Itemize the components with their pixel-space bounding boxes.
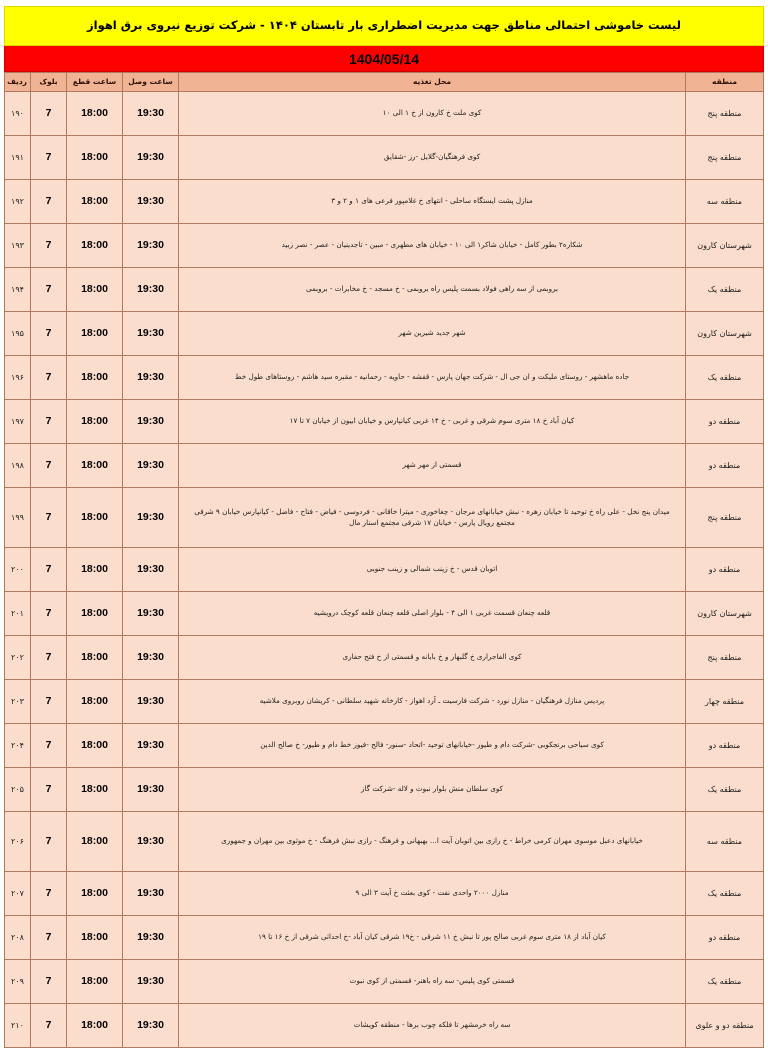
on-time-cell: 19:30: [123, 180, 179, 224]
table-row: [5, 488, 764, 548]
off-time-cell: 18:00: [67, 180, 123, 224]
off-time-cell: 18:00: [67, 224, 123, 268]
table-row: [5, 916, 764, 960]
location-cell: جاده ماهشهر - روستای ملیکت و ان جی ال - شرکت جهان پارس - قفشه - حاویه - رحمانیه - مقبره سید هاشم - روستاهای طول خط: [179, 356, 686, 400]
on-time-cell: 19:30: [123, 812, 179, 872]
region-cell: منطقه پنج: [686, 136, 764, 180]
region-cell: منطقه دو: [686, 724, 764, 768]
on-time-cell: 19:30: [123, 960, 179, 1004]
row-number-cell: ۱۹۵: [5, 312, 31, 356]
block-cell: 7: [31, 268, 67, 312]
table-row: [5, 960, 764, 1004]
off-time-cell: 18:00: [67, 268, 123, 312]
outage-table: [4, 72, 764, 1048]
off-time-cell: 18:00: [67, 1004, 123, 1048]
table-row: [5, 724, 764, 768]
block-cell: 7: [31, 312, 67, 356]
column-header-location: محل تغذیه: [179, 73, 686, 92]
table-row: [5, 680, 764, 724]
location-cell: خیابانهای دعبل موسوی مهران کرمی خراط - خ رازی بین اتوبان آیت ا... بهبهانی و فرهنگ - رازی نبش فرهنگ - خ موثوی بین مهران و جمهوری: [179, 812, 686, 872]
block-cell: 7: [31, 444, 67, 488]
row-number-cell: ۲۰۹: [5, 960, 31, 1004]
row-number-cell: ۲۰۵: [5, 768, 31, 812]
off-time-cell: 18:00: [67, 636, 123, 680]
block-cell: 7: [31, 1004, 67, 1048]
on-time-cell: 19:30: [123, 1004, 179, 1048]
off-time-cell: 18:00: [67, 812, 123, 872]
location-cell: منازل ۲۰۰۰ واحدی نفت - کوی بعثت خ آیت ۳ الی ۹: [179, 872, 686, 916]
region-cell: شهرستان کارون: [686, 224, 764, 268]
location-cell: بروبمی از سه راهی فولاد بسمت پلیس راه بروبمی - خ مسجد - خ مخابرات - بروبمی: [179, 268, 686, 312]
row-number-cell: ۱۹۴: [5, 268, 31, 312]
column-header-block: بلوک: [31, 73, 67, 92]
on-time-cell: 19:30: [123, 224, 179, 268]
row-number-cell: ۲۰۲: [5, 636, 31, 680]
row-number-cell: ۲۰۸: [5, 916, 31, 960]
table-row: [5, 356, 764, 400]
table-row: [5, 268, 764, 312]
region-cell: منطقه پنج: [686, 92, 764, 136]
on-time-cell: 19:30: [123, 268, 179, 312]
on-time-cell: 19:30: [123, 488, 179, 548]
table-row: [5, 1004, 764, 1048]
off-time-cell: 18:00: [67, 960, 123, 1004]
region-cell: منطقه یک: [686, 356, 764, 400]
off-time-cell: 18:00: [67, 312, 123, 356]
off-time-cell: 18:00: [67, 136, 123, 180]
table-row: [5, 92, 764, 136]
on-time-cell: 19:30: [123, 680, 179, 724]
region-cell: شهرستان کارون: [686, 312, 764, 356]
table-row: [5, 548, 764, 592]
location-cell: قلعه چنعان قسمت غربی ۱ الی ۴ - بلوار اصلی قلعه چنعان قلعه کوچک درویشیه: [179, 592, 686, 636]
location-cell: سه راه خرمشهر تا فلکه چوب برها - منطقه کویشات: [179, 1004, 686, 1048]
off-time-cell: 18:00: [67, 768, 123, 812]
location-cell: منازل پشت ایستگاه ساحلی - انتهای خ غلامپور فرعی های ۱ و ۲ و ۳: [179, 180, 686, 224]
on-time-cell: 19:30: [123, 592, 179, 636]
region-cell: منطقه دو: [686, 444, 764, 488]
date-banner: [4, 46, 764, 72]
region-cell: منطقه یک: [686, 768, 764, 812]
location-cell: شکاره۲ بطور کامل - خیابان شاکر۱ الی ۱۰ - خیابان های مطهری - مبین - تاجدینیان - عصر - نصر زبید: [179, 224, 686, 268]
table-header-row: [5, 73, 764, 92]
off-time-cell: 18:00: [67, 92, 123, 136]
table-row: [5, 768, 764, 812]
on-time-cell: 19:30: [123, 312, 179, 356]
row-number-cell: ۲۰۰: [5, 548, 31, 592]
table-row: [5, 312, 764, 356]
title-banner: [4, 6, 764, 46]
on-time-cell: 19:30: [123, 872, 179, 916]
block-cell: 7: [31, 768, 67, 812]
location-cell: قسمتی کوی پلیس- سه راه باهنر- قسمتی از کوی نبوت: [179, 960, 686, 1004]
on-time-cell: 19:30: [123, 136, 179, 180]
row-number-cell: ۱۹۱: [5, 136, 31, 180]
column-header-region: منطقه: [686, 73, 764, 92]
block-cell: 7: [31, 592, 67, 636]
row-number-cell: ۱۹۷: [5, 400, 31, 444]
block-cell: 7: [31, 488, 67, 548]
row-number-cell: ۲۰۱: [5, 592, 31, 636]
region-cell: منطقه یک: [686, 268, 764, 312]
region-cell: منطقه یک: [686, 960, 764, 1004]
block-cell: 7: [31, 680, 67, 724]
row-number-cell: ۲۰۷: [5, 872, 31, 916]
row-number-cell: ۲۰۶: [5, 812, 31, 872]
row-number-cell: ۱۹۳: [5, 224, 31, 268]
row-number-cell: ۱۹۲: [5, 180, 31, 224]
on-time-cell: 19:30: [123, 724, 179, 768]
region-cell: منطقه دو: [686, 548, 764, 592]
location-cell: کوی سلطان منش بلوار نبوت و لاله -شرکت گاز: [179, 768, 686, 812]
row-number-cell: ۱۹۰: [5, 92, 31, 136]
table-row: [5, 636, 764, 680]
location-cell: کیان آباد خ ۱۸ متری سوم شرقی و غربی - خ ۱۴ غربی کیانپارس و خیابان ابیون از خیابان ۷ تا ۱۷: [179, 400, 686, 444]
location-cell: میدان پنج نخل - علی راه خ توحید تا خیابان زهره - نبش خیابانهای مرجان - چغاخوری - میترا خاقانی - فردوسی - فیاض - فتاح - فاضل - کیانپارس خیابان ۹ شرقی مجتمع رویال پارس - خیابان ۱۷ شرقی مجتمع اسنار مال: [179, 488, 686, 548]
off-time-cell: 18:00: [67, 548, 123, 592]
table-row: [5, 444, 764, 488]
block-cell: 7: [31, 960, 67, 1004]
table-row: [5, 592, 764, 636]
off-time-cell: 18:00: [67, 488, 123, 548]
off-time-cell: 18:00: [67, 916, 123, 960]
region-cell: منطقه پنج: [686, 636, 764, 680]
region-cell: منطقه یک: [686, 872, 764, 916]
column-header-off-time: ساعت قطع: [67, 73, 123, 92]
block-cell: 7: [31, 136, 67, 180]
off-time-cell: 18:00: [67, 444, 123, 488]
block-cell: 7: [31, 400, 67, 444]
region-cell: منطقه سه: [686, 812, 764, 872]
table-row: [5, 136, 764, 180]
off-time-cell: 18:00: [67, 356, 123, 400]
off-time-cell: 18:00: [67, 400, 123, 444]
row-number-cell: ۲۱۰: [5, 1004, 31, 1048]
off-time-cell: 18:00: [67, 592, 123, 636]
region-cell: منطقه سه: [686, 180, 764, 224]
location-cell: کیان آباد از ۱۸ متری سوم غربی صالح پور تا نبش خ ۱۱ شرقی - خ۱۹ شرقی کیان آباد -خ احداثی شرقی از خ ۱۶ تا ۱۹: [179, 916, 686, 960]
on-time-cell: 19:30: [123, 444, 179, 488]
region-cell: منطقه پنج: [686, 488, 764, 548]
block-cell: 7: [31, 812, 67, 872]
table-row: [5, 872, 764, 916]
block-cell: 7: [31, 872, 67, 916]
on-time-cell: 19:30: [123, 636, 179, 680]
region-cell: منطقه چهار: [686, 680, 764, 724]
block-cell: 7: [31, 916, 67, 960]
table-body: [5, 92, 764, 1048]
row-number-cell: ۱۹۸: [5, 444, 31, 488]
off-time-cell: 18:00: [67, 680, 123, 724]
region-cell: منطقه دو: [686, 400, 764, 444]
table-row: [5, 400, 764, 444]
on-time-cell: 19:30: [123, 400, 179, 444]
column-header-on-time: ساعت وصل: [123, 73, 179, 92]
block-cell: 7: [31, 548, 67, 592]
location-cell: شهر جدید شیرین شهر: [179, 312, 686, 356]
region-cell: منطقه دو: [686, 916, 764, 960]
block-cell: 7: [31, 180, 67, 224]
row-number-cell: ۲۰۳: [5, 680, 31, 724]
table-row: [5, 224, 764, 268]
row-number-cell: ۲۰۴: [5, 724, 31, 768]
column-header-row-number: ردیف: [5, 73, 31, 92]
table-header: [5, 73, 764, 92]
on-time-cell: 19:30: [123, 356, 179, 400]
off-time-cell: 18:00: [67, 724, 123, 768]
schedule-date: 1404/05/14: [348, 50, 420, 67]
location-cell: قسمتی از مهر شهر: [179, 444, 686, 488]
block-cell: 7: [31, 636, 67, 680]
row-number-cell: ۱۹۹: [5, 488, 31, 548]
table-row: [5, 812, 764, 872]
on-time-cell: 19:30: [123, 916, 179, 960]
row-number-cell: ۱۹۶: [5, 356, 31, 400]
block-cell: 7: [31, 224, 67, 268]
location-cell: کوی الفاجراری خ گلبهار و خ بابانه و قسمتی از خ فتح حفاری: [179, 636, 686, 680]
on-time-cell: 19:30: [123, 92, 179, 136]
on-time-cell: 19:30: [123, 548, 179, 592]
location-cell: کوی ملت خ کارون از خ ۱ الی ۱۰: [179, 92, 686, 136]
block-cell: 7: [31, 724, 67, 768]
location-cell: اتوبان قدس - خ زینب شمالی و زینب جنوبی: [179, 548, 686, 592]
location-cell: کوی سیاحی برنجکوبی -شرکت دام و طیور -خیابانهای توحید -اتحاد -سنور- فالح -فیوز خط دام و طیور- خ صالح الدین: [179, 724, 686, 768]
region-cell: منطقه دو و علوی: [686, 1004, 764, 1048]
location-cell: پردیس منازل فرهنگیان - منازل نورد - شرکت فارسیت ـ آرد اهواز - کارخانه شهید سلطانی - کریشان روبروی ملاشیه: [179, 680, 686, 724]
location-cell: کوی فرهنگیان-گلایل -رز -شقایق: [179, 136, 686, 180]
off-time-cell: 18:00: [67, 872, 123, 916]
region-cell: شهرستان کارون: [686, 592, 764, 636]
table-row: [5, 180, 764, 224]
block-cell: 7: [31, 356, 67, 400]
page-title: لیست خاموشی احتمالی مناطق جهت مدیریت اضطراری بار تابستان ۱۴۰۴ - شرکت توزیع نیروی برق اهواز: [87, 18, 681, 33]
block-cell: 7: [31, 92, 67, 136]
on-time-cell: 19:30: [123, 768, 179, 812]
